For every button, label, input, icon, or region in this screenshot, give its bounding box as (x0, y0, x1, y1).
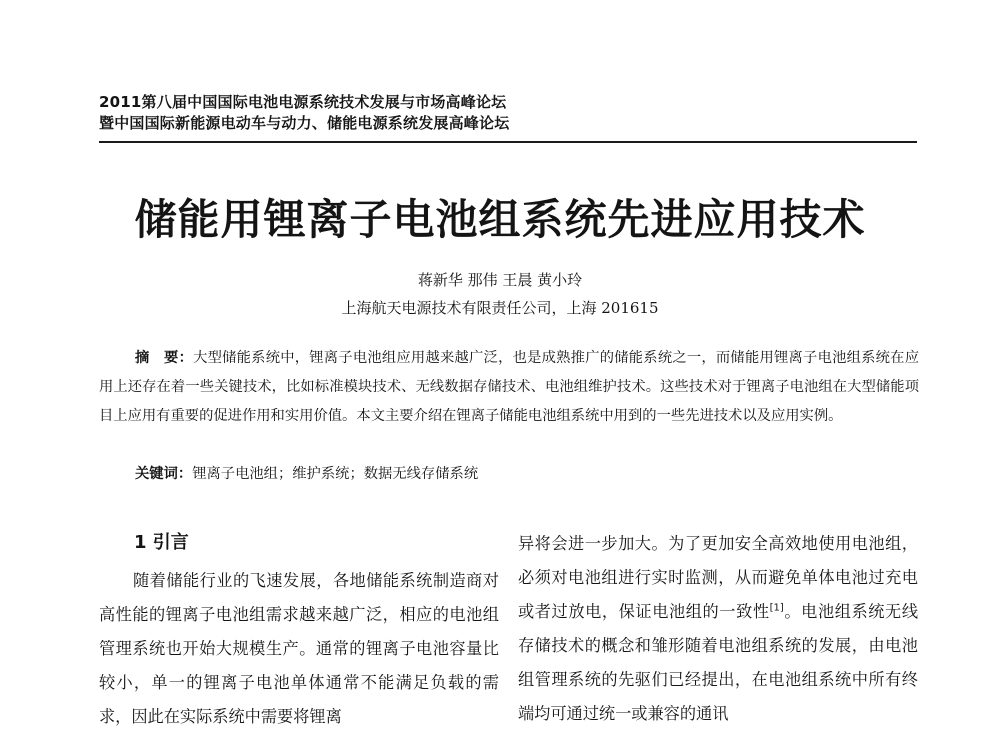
intro-paragraph-right (518, 527, 918, 731)
body-column-left (99, 527, 499, 734)
keywords-label: 关键词： (135, 466, 193, 482)
keywords (135, 462, 915, 486)
paper-title: 储能用锂离子电池组系统先进应用技术 (134, 195, 866, 244)
intro-text-part-2: 。电池组系统无线存储技术的概念和雏形随着电池组系统的发展，由电池组管理系统的先驱们已经提出，在电池组系统中所有终端均可通过统一或兼容的通讯 (518, 602, 919, 723)
conference-header (99, 92, 919, 134)
section-heading-introduction: 1 引言 (134, 532, 189, 553)
body-column-right (518, 527, 918, 731)
keywords-text: 锂离子电池组；维护系统；数据无线存储系统 (192, 466, 479, 482)
abstract-label: 摘 要： (135, 350, 194, 366)
author-list: 蒋新华 那伟 王晨 黄小玲 (417, 271, 583, 289)
intro-paragraph-left: 随着储能行业的飞速发展，各地储能系统制造商对高性能的锂离子电池组需求越来越广泛，相应的电池组管理系统也开始大规模生产。通常的锂离子电池容量比较小，单一的锂离子电池单体通常不能满足负载的需求，因此在实际系统中需要将锂离 (99, 571, 499, 726)
intro-text-part-1: 异将会进一步加大。为了更加安全高效地使用电池组，必须对电池组进行实时监测，从而避免单体电池过充电或者过放电，保证电池组的一致性 (518, 534, 918, 621)
conference-line-2: 暨中国国际新能源电动车与动力、储能电源系统发展高峰论坛 (99, 114, 510, 132)
abstract (99, 344, 919, 431)
abstract-text: 大型储能系统中，锂离子电池组应用越来越广泛，也是成熟推广的储能系统之一，而储能用锂离子电池组系统在应用上还存在着一些关键技术，比如标准模块技术、无线数据存储技术、电池组维护技术。这些技术对于锂离子电池组在大型储能项目上应用有重要的促进作用和实用价值。本文主要介绍在锂离子储能电池组系统中用到的一些先进技术以及应用实例。 (99, 350, 919, 424)
header-divider (99, 141, 917, 143)
affiliation: 上海航天电源技术有限责任公司，上海 201615 (341, 299, 659, 317)
conference-line-1: 2011第八届中国国际电池电源系统技术发展与市场高峰论坛 (99, 93, 507, 111)
citation-ref: [1] (769, 602, 784, 614)
